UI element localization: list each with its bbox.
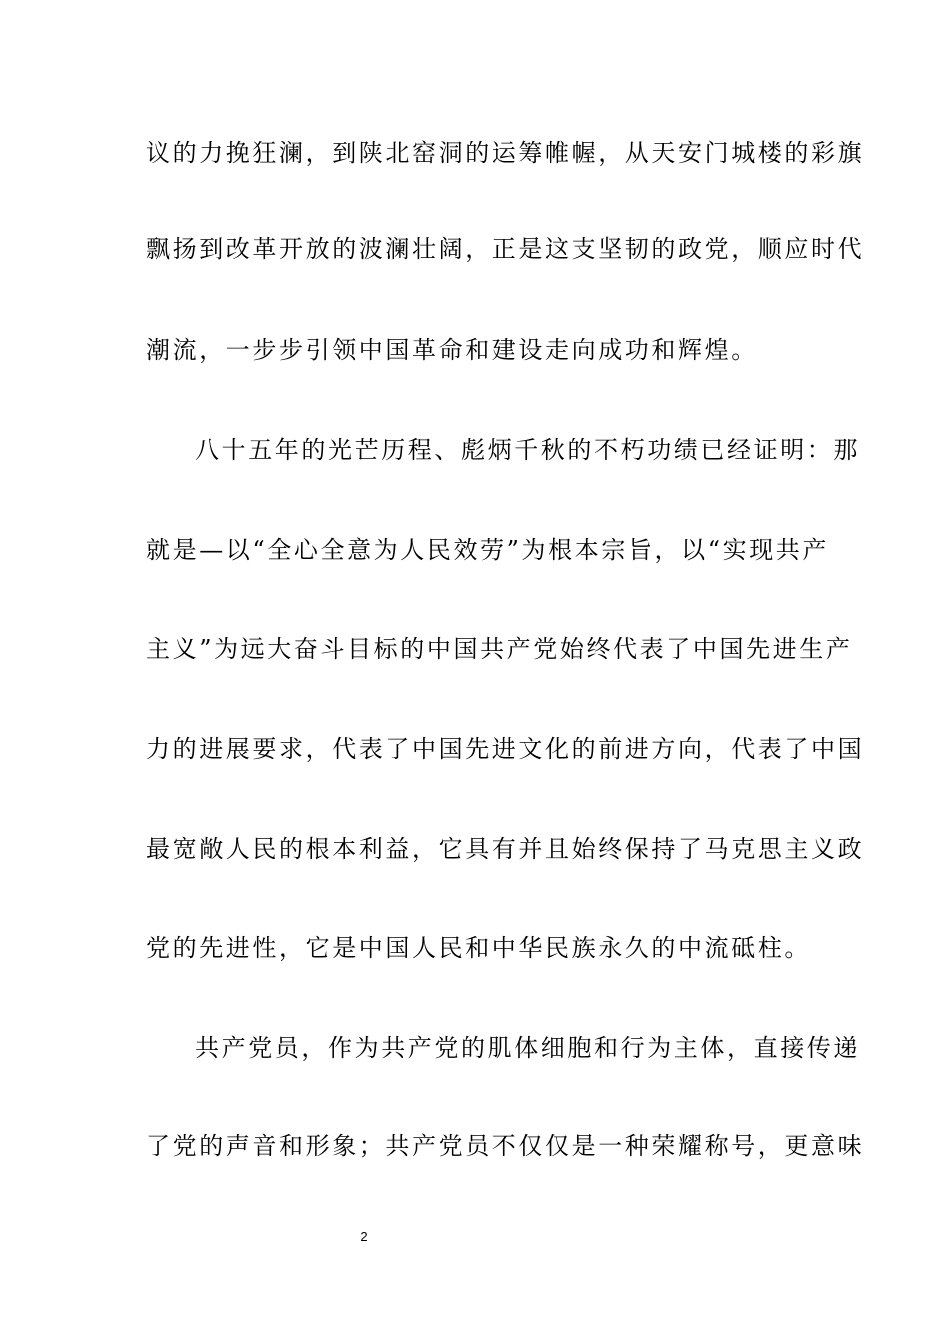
paragraph-first-line: 共产党员，作为共产党的肌体细胞和行为主体，直接传递	[195, 1034, 860, 1062]
text-line: 力的进展要求，代表了中国先进文化的前进方向，代表了中国	[146, 735, 865, 763]
text-line: 党的先进性，它是中国人民和中华民族永久的中流砥柱。	[146, 934, 811, 962]
text-line: 最宽敞人民的根本利益，它具有并且始终保持了马克思主义政	[146, 835, 865, 863]
text-line: 就是—以“全心全意为人民效劳”为根本宗旨，以“实现共产	[146, 536, 830, 564]
text-line: 了党的声音和形象；共产党员不仅仅是一种荣耀称号，更意味	[146, 1132, 865, 1160]
text-line: 飘扬到改革开放的波澜壮阔，正是这支坚韧的政党，顺应时代	[146, 235, 865, 263]
text-line: 议的力挽狂澜，到陕北窑洞的运筹帷幄，从天安门城楼的彩旗	[146, 139, 865, 167]
text-line: 主义”为远大奋斗目标的中国共产党始终代表了中国先进生产	[146, 635, 853, 663]
paragraph-first-line: 八十五年的光芒历程、彪炳千秋的不朽功绩已经证明：那	[195, 436, 860, 464]
page-number: 2	[360, 1229, 368, 1244]
text-line: 潮流，一步步引领中国革命和建设走向成功和辉煌。	[146, 336, 758, 364]
